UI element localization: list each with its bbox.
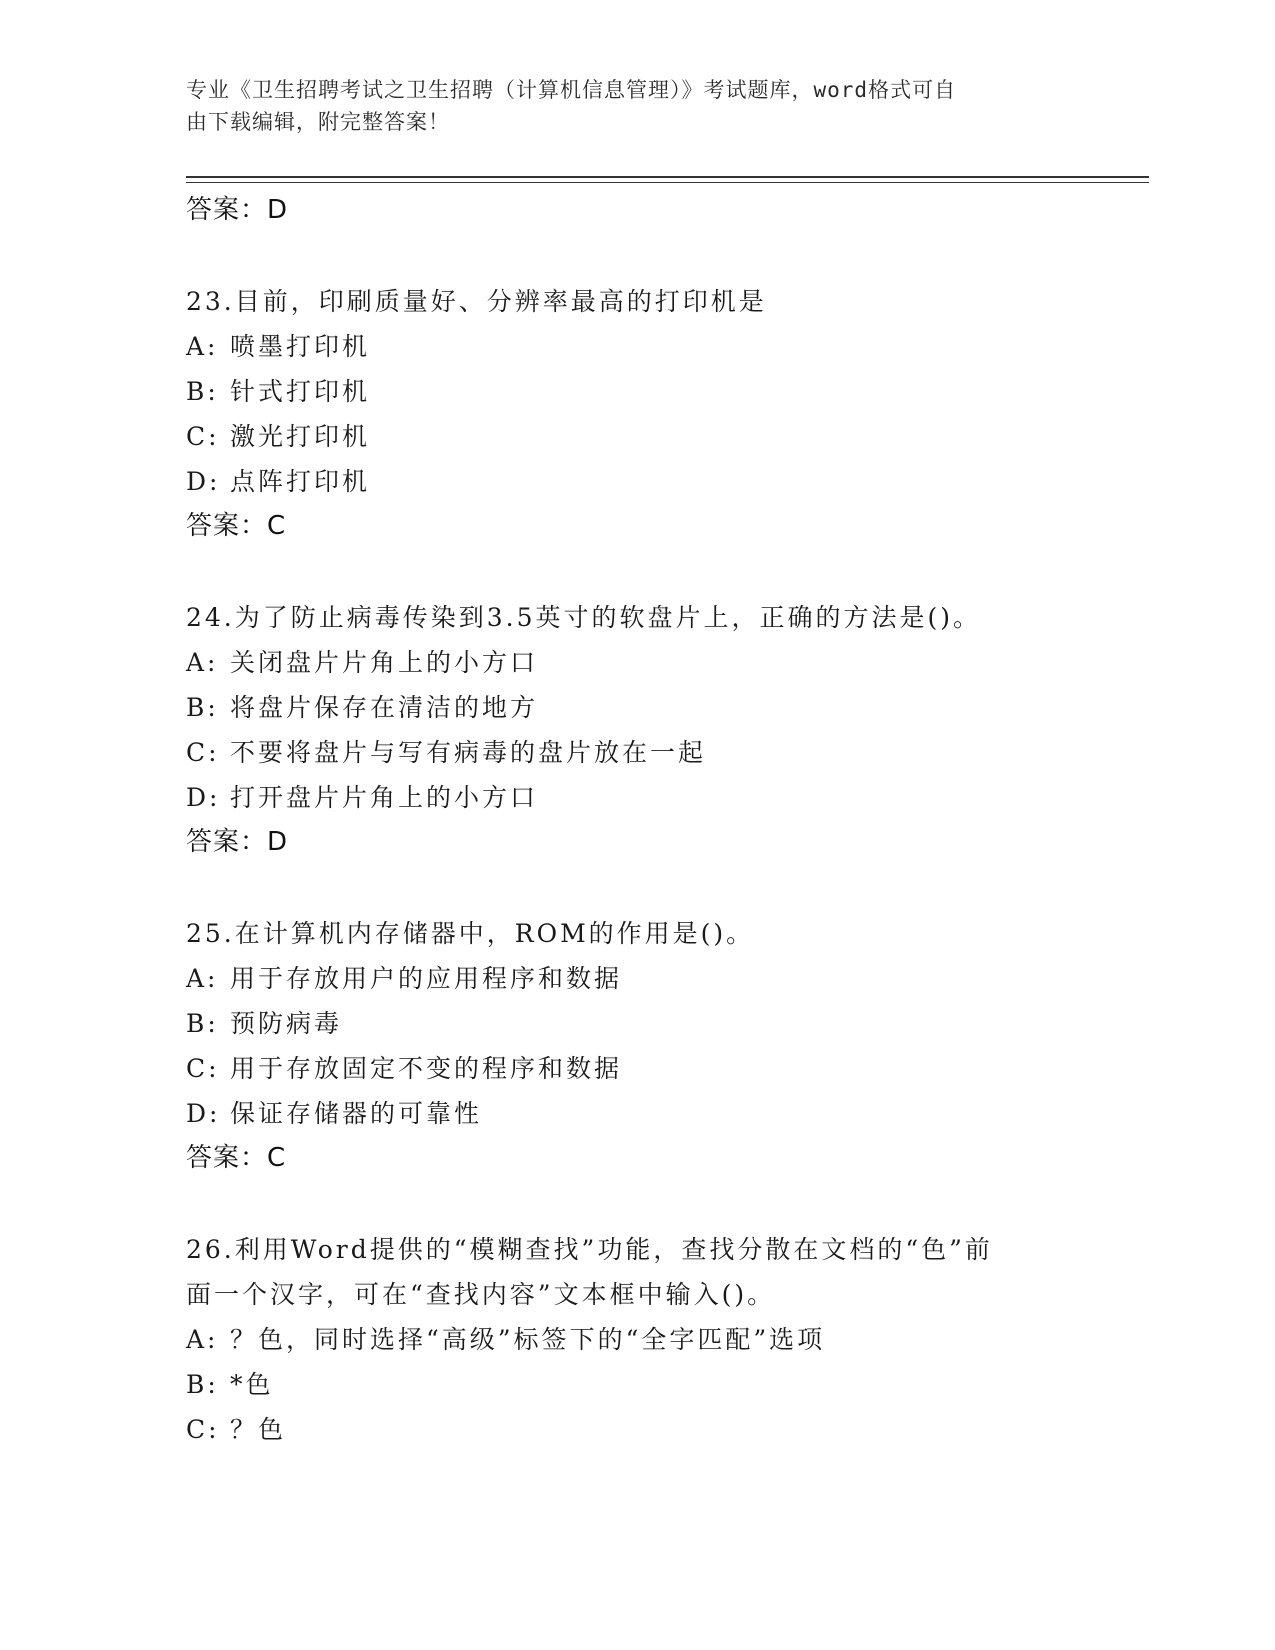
header-line-1: 专业《卫生招聘考试之卫生招聘（计算机信息管理）》考试题库，word格式可自 [186,78,957,102]
option-label: B: [186,377,219,406]
option-text: 不要将盘片与写有病毒的盘片放在一起 [230,738,707,767]
answer-option [186,1046,1146,1091]
spacer [186,865,1146,911]
option-text: 用于存放用户的应用程序和数据 [230,964,623,993]
header-divider-thick [186,176,1149,178]
option-label: B: [186,1370,219,1399]
option-text: 预防病毒 [230,1009,343,1038]
answer-option [186,1001,1146,1046]
option-label: B: [186,693,219,722]
option-text: 针式打印机 [230,377,371,406]
option-label: D: [186,783,221,812]
questions-container [186,279,1146,1452]
option-label: C: [186,738,220,767]
option-text: 激光打印机 [230,422,371,451]
question-stem: 面一个汉字，可在“查找内容”文本框中输入()。 [186,1280,776,1309]
header-line-2: 由下载编辑，附完整答案！ [186,110,450,134]
header-divider-thin [186,182,1149,183]
answer-option [186,1317,1146,1362]
option-label: D: [186,1099,221,1128]
option-text: 关闭盘片片角上的小方口 [230,648,539,677]
option-label: A: [186,332,219,361]
option-text: *色 [230,1370,274,1399]
option-label: B: [186,1009,219,1038]
option-label: A: [186,964,219,993]
spacer [186,233,1146,279]
question-stem: 24.为了防止病毒传染到3.5英寸的软盘片上，正确的方法是()。 [186,603,982,632]
answer-option [186,369,1146,414]
option-text: 用于存放固定不变的程序和数据 [230,1054,623,1083]
answer-option [186,1091,1146,1136]
spacer [186,549,1146,595]
option-text: 保证存储器的可靠性 [230,1099,483,1128]
question-block [186,595,1146,911]
option-label: C: [186,422,220,451]
spacer [186,1181,1146,1227]
question-block [186,279,1146,595]
previous-answer: 答案：D [186,195,289,225]
option-text: ？色，同时选择“高级”标签下的“全字匹配”选项 [230,1325,826,1354]
option-label: C: [186,1415,220,1444]
option-text: ？色 [230,1415,287,1444]
question-block [186,1227,1146,1452]
answer-option [186,459,1146,504]
answer-option [186,640,1146,685]
answer-option [186,775,1146,820]
question-stem: 25.在计算机内存储器中，ROM的作用是()。 [186,919,755,948]
question-stem: 23.目前，印刷质量好、分辨率最高的打印机是 [186,287,767,316]
answer-option [186,956,1146,1001]
option-text: 将盘片保存在清洁的地方 [230,693,539,722]
answer-option [186,685,1146,730]
question-block [186,911,1146,1227]
answer-option [186,1407,1146,1452]
answer-option [186,730,1146,775]
option-text: 点阵打印机 [230,467,371,496]
answer-key: 答案：D [186,827,289,857]
question-list [186,188,1146,1452]
option-label: A: [186,1325,219,1354]
answer-key: 答案：C [186,511,287,541]
option-text: 喷墨打印机 [230,332,371,361]
question-stem: 26.利用Word提供的“模糊查找”功能，查找分散在文档的“色”前 [186,1235,993,1264]
answer-option [186,324,1146,369]
document-header [186,74,1066,138]
option-label: A: [186,648,219,677]
answer-option [186,414,1146,459]
answer-key: 答案：C [186,1143,287,1173]
option-label: C: [186,1054,220,1083]
option-label: D: [186,467,221,496]
answer-option [186,1362,1146,1407]
option-text: 打开盘片片角上的小方口 [230,783,539,812]
